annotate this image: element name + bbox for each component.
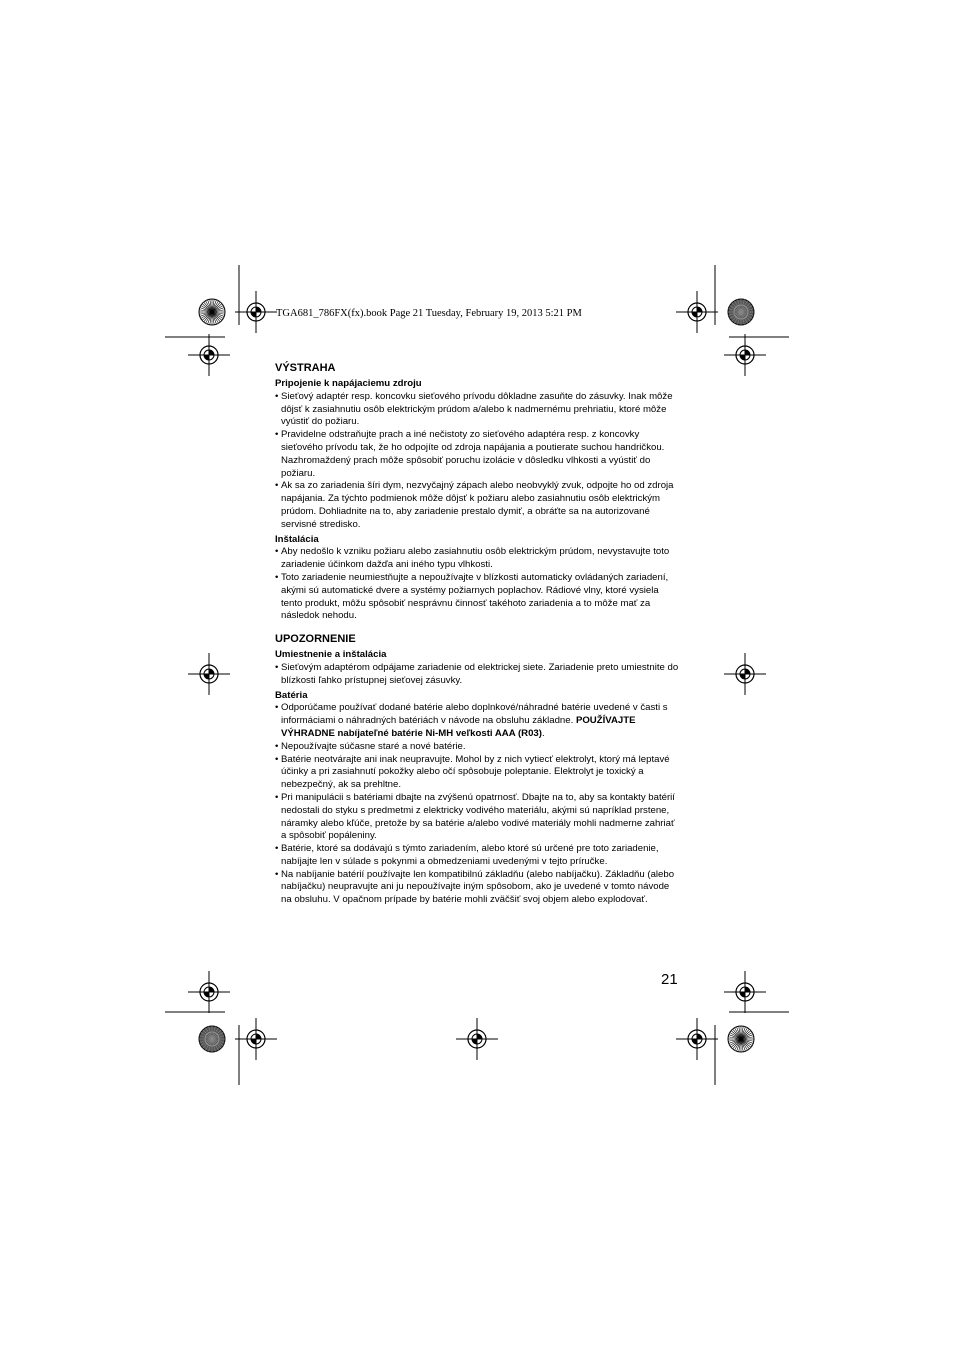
color-bar-circle-icon — [728, 299, 754, 325]
list-item: • Pravidelne odstraňujte prach a iné nečistoty zo sieťového adaptéra resp. z koncovky sieťového prívodu tak, že ho odpojíte od zdroja napájania a poutierate suchou handričkou. Nazhromaždený prach môže spôsobiť poruchu izolácie v dôsledku vlhkosti a vyústiť do požiaru. — [275, 429, 680, 480]
placement-list — [275, 662, 680, 688]
warning-title: VÝSTRAHA — [275, 362, 336, 374]
list-item: • Aby nedošlo k vzniku požiaru alebo zasiahnutiu osôb elektrickým prúdom, nevystavujte toto zariadenie účinkom dažďa ani iného typu vlhkosti. — [275, 546, 680, 572]
registration-target-icon — [235, 291, 277, 333]
list-item — [275, 702, 680, 740]
power-supply-list — [275, 391, 680, 532]
page-number: 21 — [661, 971, 678, 988]
list-item: • Nepoužívajte súčasne staré a nové batérie. — [275, 741, 680, 754]
battery-list — [275, 702, 680, 907]
battery-requirement-bold: POUŽÍVAJTE VÝHRADNE nabíjateľné batérie Ni-MH veľkosti AAA (R03) — [281, 715, 636, 739]
color-bar-circle-icon — [199, 1026, 225, 1052]
registration-target-icon — [724, 971, 766, 1013]
list-item: • Batérie, ktoré sa dodávajú s týmto zariadením, alebo ktoré sú určené pre toto zariadenie, nabíjajte len v súlade s pokynmi a obmedzeniami uvedenými v tejto príručke. — [275, 843, 680, 869]
list-item: • Na nabíjanie batérií používajte len kompatibilnú základňu (alebo nabíjačku). Základňu (alebo nabíjačku) neupravujte ani ju nepoužívajte iným spôsobom, ako je uvedené v tomto návode na obsluhu. V opačnom prípade by batérie mohli zväčšiť svoj objem alebo explodovať. — [275, 869, 680, 907]
starburst-circle-icon — [199, 299, 225, 325]
battery-recommendation-text: Odporúčame používať dodané batérie alebo doplnkové/náhradné batérie uvedené v časti s informáciami o náhradných batériách v návode na obsluhu základne. — [281, 702, 668, 727]
installation-list — [275, 546, 680, 623]
battery-recommendation-end: . — [541, 727, 545, 739]
list-item: • Toto zariadenie neumiestňujte a nepoužívajte v blízkosti automaticky ovládaných zariadení, akými sú automatické dvere a systémy požiarnych poplachov. Rádiové vlny, ktoré vysiela tento produkt, môžu spôsobiť nesprávnu činnosť takéhoto zariadenia a to môže mať za následok nehodu. — [275, 572, 680, 623]
page-content — [275, 361, 680, 907]
placement-heading: Umiestnenie a inštalácia — [275, 649, 387, 661]
registration-target-icon — [188, 653, 230, 695]
registration-target-icon — [676, 291, 718, 333]
caution-title: UPOZORNENIE — [275, 633, 356, 646]
registration-target-icon — [724, 334, 766, 376]
list-item: • Sieťový adaptér resp. koncovku sieťového prívodu dôkladne zasuňte do zásuvky. Inak môže dôjsť k zasiahnutiu osôb elektrickým prúdom a/alebo k nadmernému prehriatiu, ktoré môže vyústiť do požiaru. — [275, 391, 680, 429]
starburst-circle-icon — [728, 1026, 754, 1052]
book-file-header: TGA681_786FX(fx).book Page 21 Tuesday, February 19, 2013 5:21 PM — [276, 308, 582, 319]
list-item: • Sieťovým adaptérom odpájame zariadenie od elektrickej siete. Zariadenie preto umiestnite do blízkosti ľahko prístupnej sieťovej zásuvky. — [275, 662, 680, 688]
registration-target-icon — [456, 1018, 498, 1060]
registration-target-icon — [676, 1018, 718, 1060]
battery-heading: Batéria — [275, 689, 308, 701]
power-supply-heading: Pripojenie k napájaciemu zdroju — [275, 378, 422, 389]
list-item: • Pri manipulácii s batériami dbajte na zvýšenú opatrnosť. Dbajte na to, aby sa kontakty batérií nedostali do styku s predmetmi z elektricky vodivého materiálu, akými sú napríklad prstene, náramky alebo kľúče, pretože by sa batérie a/alebo vodivé materiály mohli nadmerne zahriať a spôsobiť popáleniny. — [275, 792, 680, 843]
list-item: • Batérie neotvárajte ani inak neupravujte. Mohol by z nich vytiecť elektrolyt, ktorý má leptavé účinky a pri zasiahnutí pokožky alebo očí spôsobuje poleptanie. Elektrolyt je toxický a nebezpečný, ak sa prehltne. — [275, 754, 680, 792]
list-item: • Ak sa zo zariadenia šíri dym, nezvyčajný zápach alebo neobvyklý zvuk, odpojte ho od zdroja napájania. Za týchto podmienok môže dôjsť k požiaru alebo zasiahnutiu osôb elektrickým prúdom. Dohliadnite na to, aby zariadenie prestalo dymiť, a obráťte sa na autorizované servisné stredisko. — [275, 480, 680, 531]
installation-heading: Inštalácia — [275, 533, 319, 545]
registration-target-icon — [235, 1018, 277, 1060]
registration-target-icon — [188, 334, 230, 376]
registration-target-icon — [724, 653, 766, 695]
registration-target-icon — [188, 971, 230, 1013]
